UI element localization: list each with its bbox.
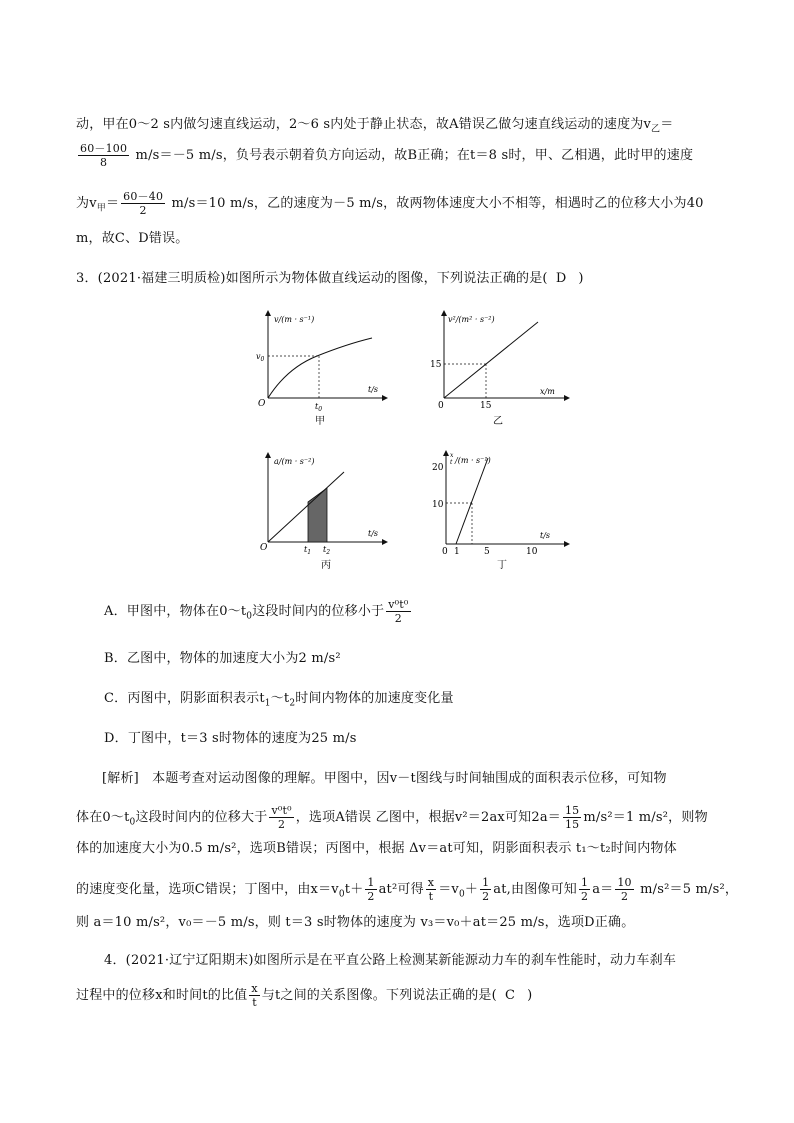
graph-ding-origin: 0	[442, 547, 448, 557]
graph-jia-origin: O	[258, 399, 266, 409]
analysis-line2: 体在$0\sim t_0$这段时间内的位移大于 $\frac{\text{v⁰t⁰}}{2}$ ，选项A错误 乙图中，根据v²＝2ax可知2a＝ $\frac{15}{15}$ m/s²＝1 m/s²，则物	[76, 804, 708, 831]
graph-ding-xtick-1: 1	[454, 547, 460, 557]
graph-bing-caption: 丙	[321, 560, 331, 570]
fraction-a3: $\frac{1}{2}$	[482, 876, 490, 903]
graph-yi	[428, 308, 578, 428]
graph-yi-caption: 乙	[493, 416, 503, 427]
fraction-x-over-t: $\frac{x}{t}$	[251, 982, 258, 1009]
graph-jia-caption: 甲	[315, 416, 325, 427]
option-c: C．丙图中，阴影面积表示$t_1\sim t_2$时间内物体的加速度变化量	[104, 691, 454, 709]
graph-ding-xlabel: t/s	[540, 531, 551, 540]
fraction-a1: $\frac{1}{2}$	[367, 876, 375, 903]
graph-bing-origin: O	[260, 543, 268, 553]
graph-ding-ylabel-x: x	[450, 452, 454, 459]
graph-bing-t1: $t_1$	[304, 545, 312, 556]
graph-bing-ylabel: a/(m · s⁻²)	[274, 457, 315, 466]
fraction-v-yi: $\frac{60-100}{8}$	[80, 142, 128, 169]
graph-yi-line	[444, 322, 538, 398]
fraction-v-jia: $\frac{60-40}{2}$	[123, 190, 164, 217]
graph-ding-ylabel-t: t	[450, 459, 453, 466]
fraction-analysis-2: $\frac{15}{15}$	[564, 804, 580, 831]
fraction-v0t0-half: $\frac{\text{v⁰t⁰}}{2}$	[388, 598, 409, 625]
graph-jia	[232, 308, 392, 428]
graph-ding-ytick-10: 10	[432, 500, 444, 510]
graph-jia-xlabel: t/s	[368, 385, 379, 394]
fraction-a5: $\frac{10}{2}$	[617, 876, 632, 903]
graph-bing-line	[268, 472, 344, 542]
graph-ding-xtick-10: 10	[526, 547, 538, 557]
graph-yi-xlabel: x/m	[540, 387, 555, 396]
para1-line1: 动，甲在0～2 s内做匀速直线运动，2～6 s内处于静止状态，故A错误乙做匀速直线运动的速度为$v_乙=$	[76, 117, 674, 135]
graph-jia-v0: $v_0$	[256, 352, 265, 363]
graph-jia-t0: $t_0$	[315, 402, 323, 413]
analysis-line4: 的速度变化量，选项C错误；丁图中，由$x=v_0t+$ $\frac{1}{2}$ at²可得 $\frac{x}{t}$ $=v_0+$ $\frac{1}{2}$ at,由图像可知 $\frac{1}{2}$ a＝ $\frac{10}{2}$ m/s²＝5 m/s²，	[76, 876, 739, 903]
fraction-a4: $\frac{1}{2}$	[581, 876, 589, 903]
graph-bing-xlabel: t/s	[368, 529, 379, 538]
graph-ding-caption: 丁	[497, 560, 507, 570]
graph-jia-ylabel: v/(m · s⁻¹)	[274, 315, 315, 324]
graph-ding	[428, 450, 578, 570]
graph-bing-t2: $t_2$	[323, 545, 331, 556]
graph-yi-ytick: 15	[430, 360, 442, 370]
fraction-analysis-1: $\frac{\text{v⁰t⁰}}{2}$	[271, 804, 292, 831]
para1-line4: m，故C、D错误。	[76, 231, 189, 246]
graph-ding-xtick-5: 5	[484, 547, 490, 557]
para1-line3: 为$v_甲=$ $\frac{60-40}{2}$ m/s＝10 m/s，乙的速度为－5 m/s，故两物体速度大小不相等，相遇时乙的位移大小为40	[76, 190, 704, 217]
option-d: D．丁图中，t＝3 s时物体的速度为25 m/s	[104, 731, 357, 746]
analysis-line5: 则 a＝10 m/s²，v₀＝－5 m/s，则 t＝3 s时物体的速度为 v₃＝v₀＋at＝25 m/s，选项D正确。	[76, 915, 635, 930]
option-a: A．甲图中，物体在$0\sim t_0$这段时间内的位移小于 $\frac{\text{v⁰t⁰}}{2}$	[104, 598, 409, 625]
graph-yi-xtick: 15	[480, 401, 492, 411]
q3-stem: 3．(2021·福建三明质检)如图所示为物体做直线运动的图像，下列说法正确的是( D )	[76, 271, 584, 286]
option-b: B．乙图中，物体的加速度大小为2 m/s²	[104, 651, 341, 666]
graph-ding-ylabel-unit: /(m · s⁻¹)	[455, 456, 491, 465]
q4-line2: 过程中的位移x和时间t的比值 $\frac{x}{t}$ 与t之间的关系图像。下列说法正确的是( C )	[76, 982, 533, 1009]
q3-answer: D	[555, 271, 571, 286]
graph-yi-ylabel: v²/(m² · s⁻²)	[448, 315, 495, 324]
q4-line1: 4．(2021·辽宁辽阳期末)如图所示是在平直公路上检测某新能源动力车的刹车性能时，动力车刹车	[104, 953, 677, 968]
analysis-line3: 体的加速度大小为0.5 m/s²，选项B错误；丙图中，根据 Δv＝at可知，阴影面积表示 t₁～t₂时间内物体	[76, 841, 677, 856]
fraction-a2: $\frac{x}{t}$	[427, 876, 435, 903]
graph-ding-ytick-20: 20	[432, 463, 444, 473]
analysis-line1: [解析] 本题考查对运动图像的理解。甲图中，因v－t图线与时间轴围成的面积表示位移，可知物	[102, 771, 667, 786]
q4-answer: C	[505, 988, 519, 1003]
para1-line2: $\frac{60-100}{8}$ m/s＝－5 m/s，负号表示朝着负方向运动，故B正确；在t＝8 s时，甲、乙相遇，此时甲的速度	[80, 142, 694, 169]
graph-jia-curve	[268, 338, 372, 398]
graph-bing	[232, 450, 392, 570]
graph-yi-origin: 0	[438, 401, 444, 411]
